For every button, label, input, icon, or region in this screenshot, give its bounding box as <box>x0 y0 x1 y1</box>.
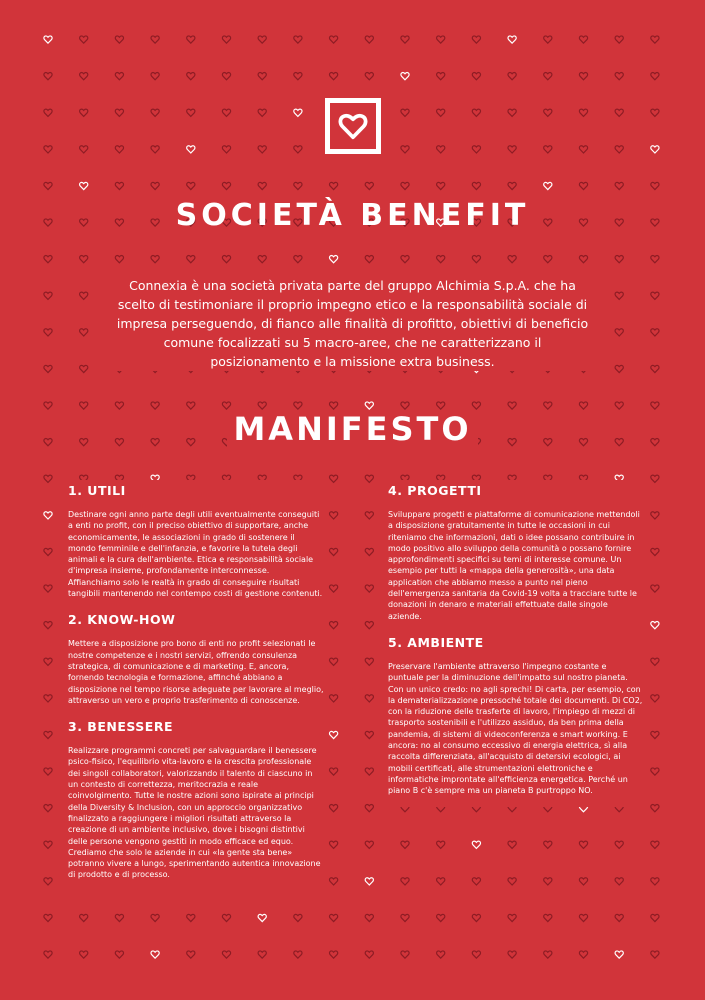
section-body: Destinare ogni anno parte degli utili eventualmente conseguiti a enti no profit, con il preciso obiettivo di supportare, anche economicamente, le associazioni in grado di sostenere il mondo femminile e dell'infanzia, e favorire la tutela degli animali e la cura dell'ambiente. Etica e responsabilità sociale d'impresa insieme, profondamente interconnesse. Affianchiamo solo le realtà in grado di conseguire risultati tangibili mantenendo nel contempo costi di gestione contenuti. <box>68 510 323 599</box>
manifesto-title: MANIFESTO <box>227 410 477 448</box>
page-title: SOCIETÀ BENEFIT <box>175 198 530 233</box>
right-column <box>388 480 644 807</box>
section-body: Sviluppare progetti e piattaforme di comunicazione mettendoli a disposizione gratuitamente in tutte le occasioni in cui riteniamo che informazioni, dati o idee possano contribuire in modo positivo allo sviluppo della comunità o possano fornire approfondimenti specifici su temi di interesse comune. Un esempio per tutti la «mappa della generosità», una data application che abbiamo messo a punto nel pieno dell'emergenza sanitaria da Covid-19 volta a tracciare tutte le donazioni in denaro e materiali effettuate dalle singole aziende. <box>388 510 640 621</box>
section-body: Mettere a disposizione pro bono di enti no profit selezionati le nostre competenze e i nostri servizi, offrendo consulenza strategica, di comunicazione e di marketing. E, ancora, fornendo tecnologia e formazione, affinché abbiano a disposizione nel tempo risorse adeguate per lavorare al meglio, attraverso un vero e proprio trasferimento di conoscenze. <box>68 639 324 705</box>
section-benessere <box>68 716 324 881</box>
section-title: 2. KNOW-HOW <box>68 612 176 628</box>
intro-paragraph: Connexia è una società privata parte del gruppo Alchimia S.p.A. che ha scelto di testimoniare il proprio impegno etico e la responsabilità sociale di impresa perseguendo, di fianco alle finalità di profitto, obiettivi di beneficio comune focalizzati su 5 macro-aree, che ne caratterizzano il posizionamento e la missione extra business. <box>110 276 595 371</box>
section-progetti <box>388 480 644 622</box>
left-column <box>68 480 324 891</box>
section-body: Preservare l'ambiente attraverso l'impegno costante e puntuale per la diminuzione dell'impatto sul nostro pianeta. Con un unico credo: no agli sprechi! Di carta, per esempio, con la dematerializzazione pressoché totale dei documenti. Di CO2, con la riduzione delle trasferte di lavoro, l'impiego di mezzi di trasporto sostenibili e l'utilizzo assiduo, da ben prima della pandemia, di sistemi di videoconferenza e smart working. E ancora: no al consumo eccessivo di energia elettrica, sì alla raccolta differenziata, all'acquisto di detersivi ecologici, ai mobili certificati, alle strumentazioni elettroniche e informatiche improntate all'efficienza energetica. Perché un piano B c'è sempre ma un pianeta B purtroppo NO. <box>388 661 643 796</box>
section-title: 3. BENESSERE <box>68 719 174 735</box>
section-title: 1. UTILI <box>68 483 126 498</box>
section-ambiente <box>388 632 644 797</box>
section-title: 4. PROGETTI <box>388 483 482 498</box>
manifesto-heading <box>0 406 705 452</box>
section-know-how <box>68 609 324 706</box>
section-utili <box>68 480 324 599</box>
heart-icon <box>338 111 368 141</box>
logo-box <box>325 98 381 154</box>
section-title: 5. AMBIENTE <box>388 634 484 650</box>
section-body: Realizzare programmi concreti per salvaguardare il benessere psico-fisico, l'equilibrio vita-lavoro e la crescita professionale dei singoli collaboratori, valorizzando il talento di ciascuno in un contesto di correttezza, meritocrazia e reale coinvolgimento. Tutte le nostre azioni sono ispirate ai principi della Diversity & Inclusion, con un approccio organizzativo finalizzato a raggiungere i migliori risultati attraverso la creazione di un ambiente inclusivo, dove i bisogni distintivi delle persone vengono gestiti in modo efficace ed equo. Crediamo che solo le aziende in cui «la gente sta bene» potranno vivere a lungo, sperimentando autentica innovazione di prodotto e di processo. <box>68 746 321 880</box>
